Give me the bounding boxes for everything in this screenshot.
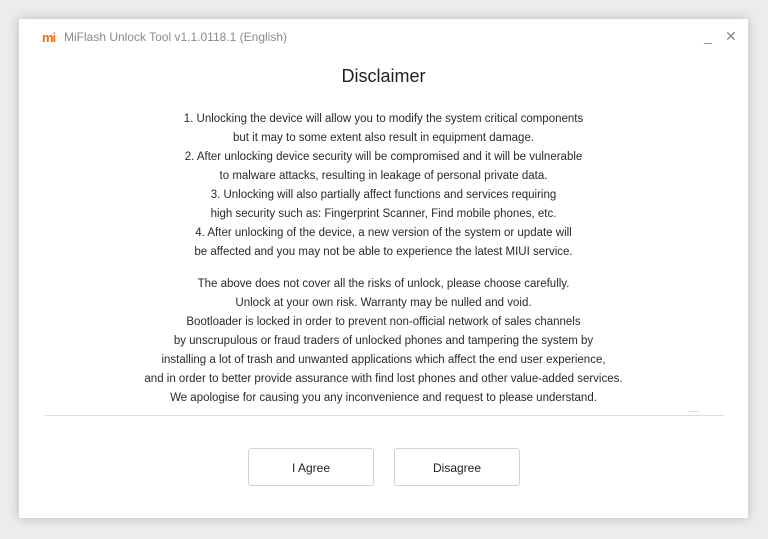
notice-line: Unlock at your own risk. Warranty may be nulled and void. [235, 297, 532, 309]
close-icon[interactable]: ✕ [725, 28, 737, 44]
disclaimer-line: 3. Unlocking will also partially affect functions and services requiring [210, 189, 557, 201]
disclaimer-line: 4. After unlocking of the device, a new version of the system or update will [195, 227, 572, 239]
disclaimer-line: but it may to some extent also result in equipment damage. [232, 132, 535, 144]
notice-line: Bootloader is locked in order to prevent non-official network of sales channels [186, 316, 581, 328]
title-bar[interactable] [19, 19, 748, 55]
disclaimer-line: high security such as: Fingerprint Scanner, Find mobile phones, etc. [210, 208, 557, 220]
window-title: MiFlash Unlock Tool v1.1.0118.1 (English) [64, 30, 287, 44]
disclaimer-text [45, 110, 722, 410]
notice-line: installing a lot of trash and unwanted applications which affect the end user experience, [161, 354, 606, 366]
mi-logo-icon: mi [42, 30, 56, 45]
notice-line: by unscrupulous or fraud traders of unlocked phones and tampering the system by [173, 335, 594, 347]
disclaimer-heading: Disclaimer [341, 66, 426, 86]
agree-button[interactable]: I Agree [248, 448, 374, 486]
disclaimer-line: 1. Unlocking the device will allow you to modify the system critical components [183, 113, 584, 125]
minimize-icon[interactable]: _ [704, 28, 712, 44]
notice-line: We apologise for causing you any inconvenience and request to please understand. [170, 392, 597, 404]
disagree-button[interactable]: Disagree [394, 448, 520, 486]
disclaimer-line: be affected and you may not be able to experience the latest MIUI service. [194, 246, 573, 258]
disclaimer-line: to malware attacks, resulting in leakage of personal private data. [219, 170, 548, 182]
notice-line: and in order to better provide assurance with find lost phones and other value-added services. [144, 373, 623, 385]
unlock-tool-window [19, 19, 748, 518]
paragraph-gap [45, 262, 722, 275]
disclaimer-line: 2. After unlocking device security will be compromised and it will be vulnerable [184, 151, 583, 163]
content-divider [45, 415, 724, 416]
scroll-indicator[interactable] [689, 411, 699, 412]
notice-line: The above does not cover all the risks of unlock, please choose carefully. [197, 278, 570, 290]
